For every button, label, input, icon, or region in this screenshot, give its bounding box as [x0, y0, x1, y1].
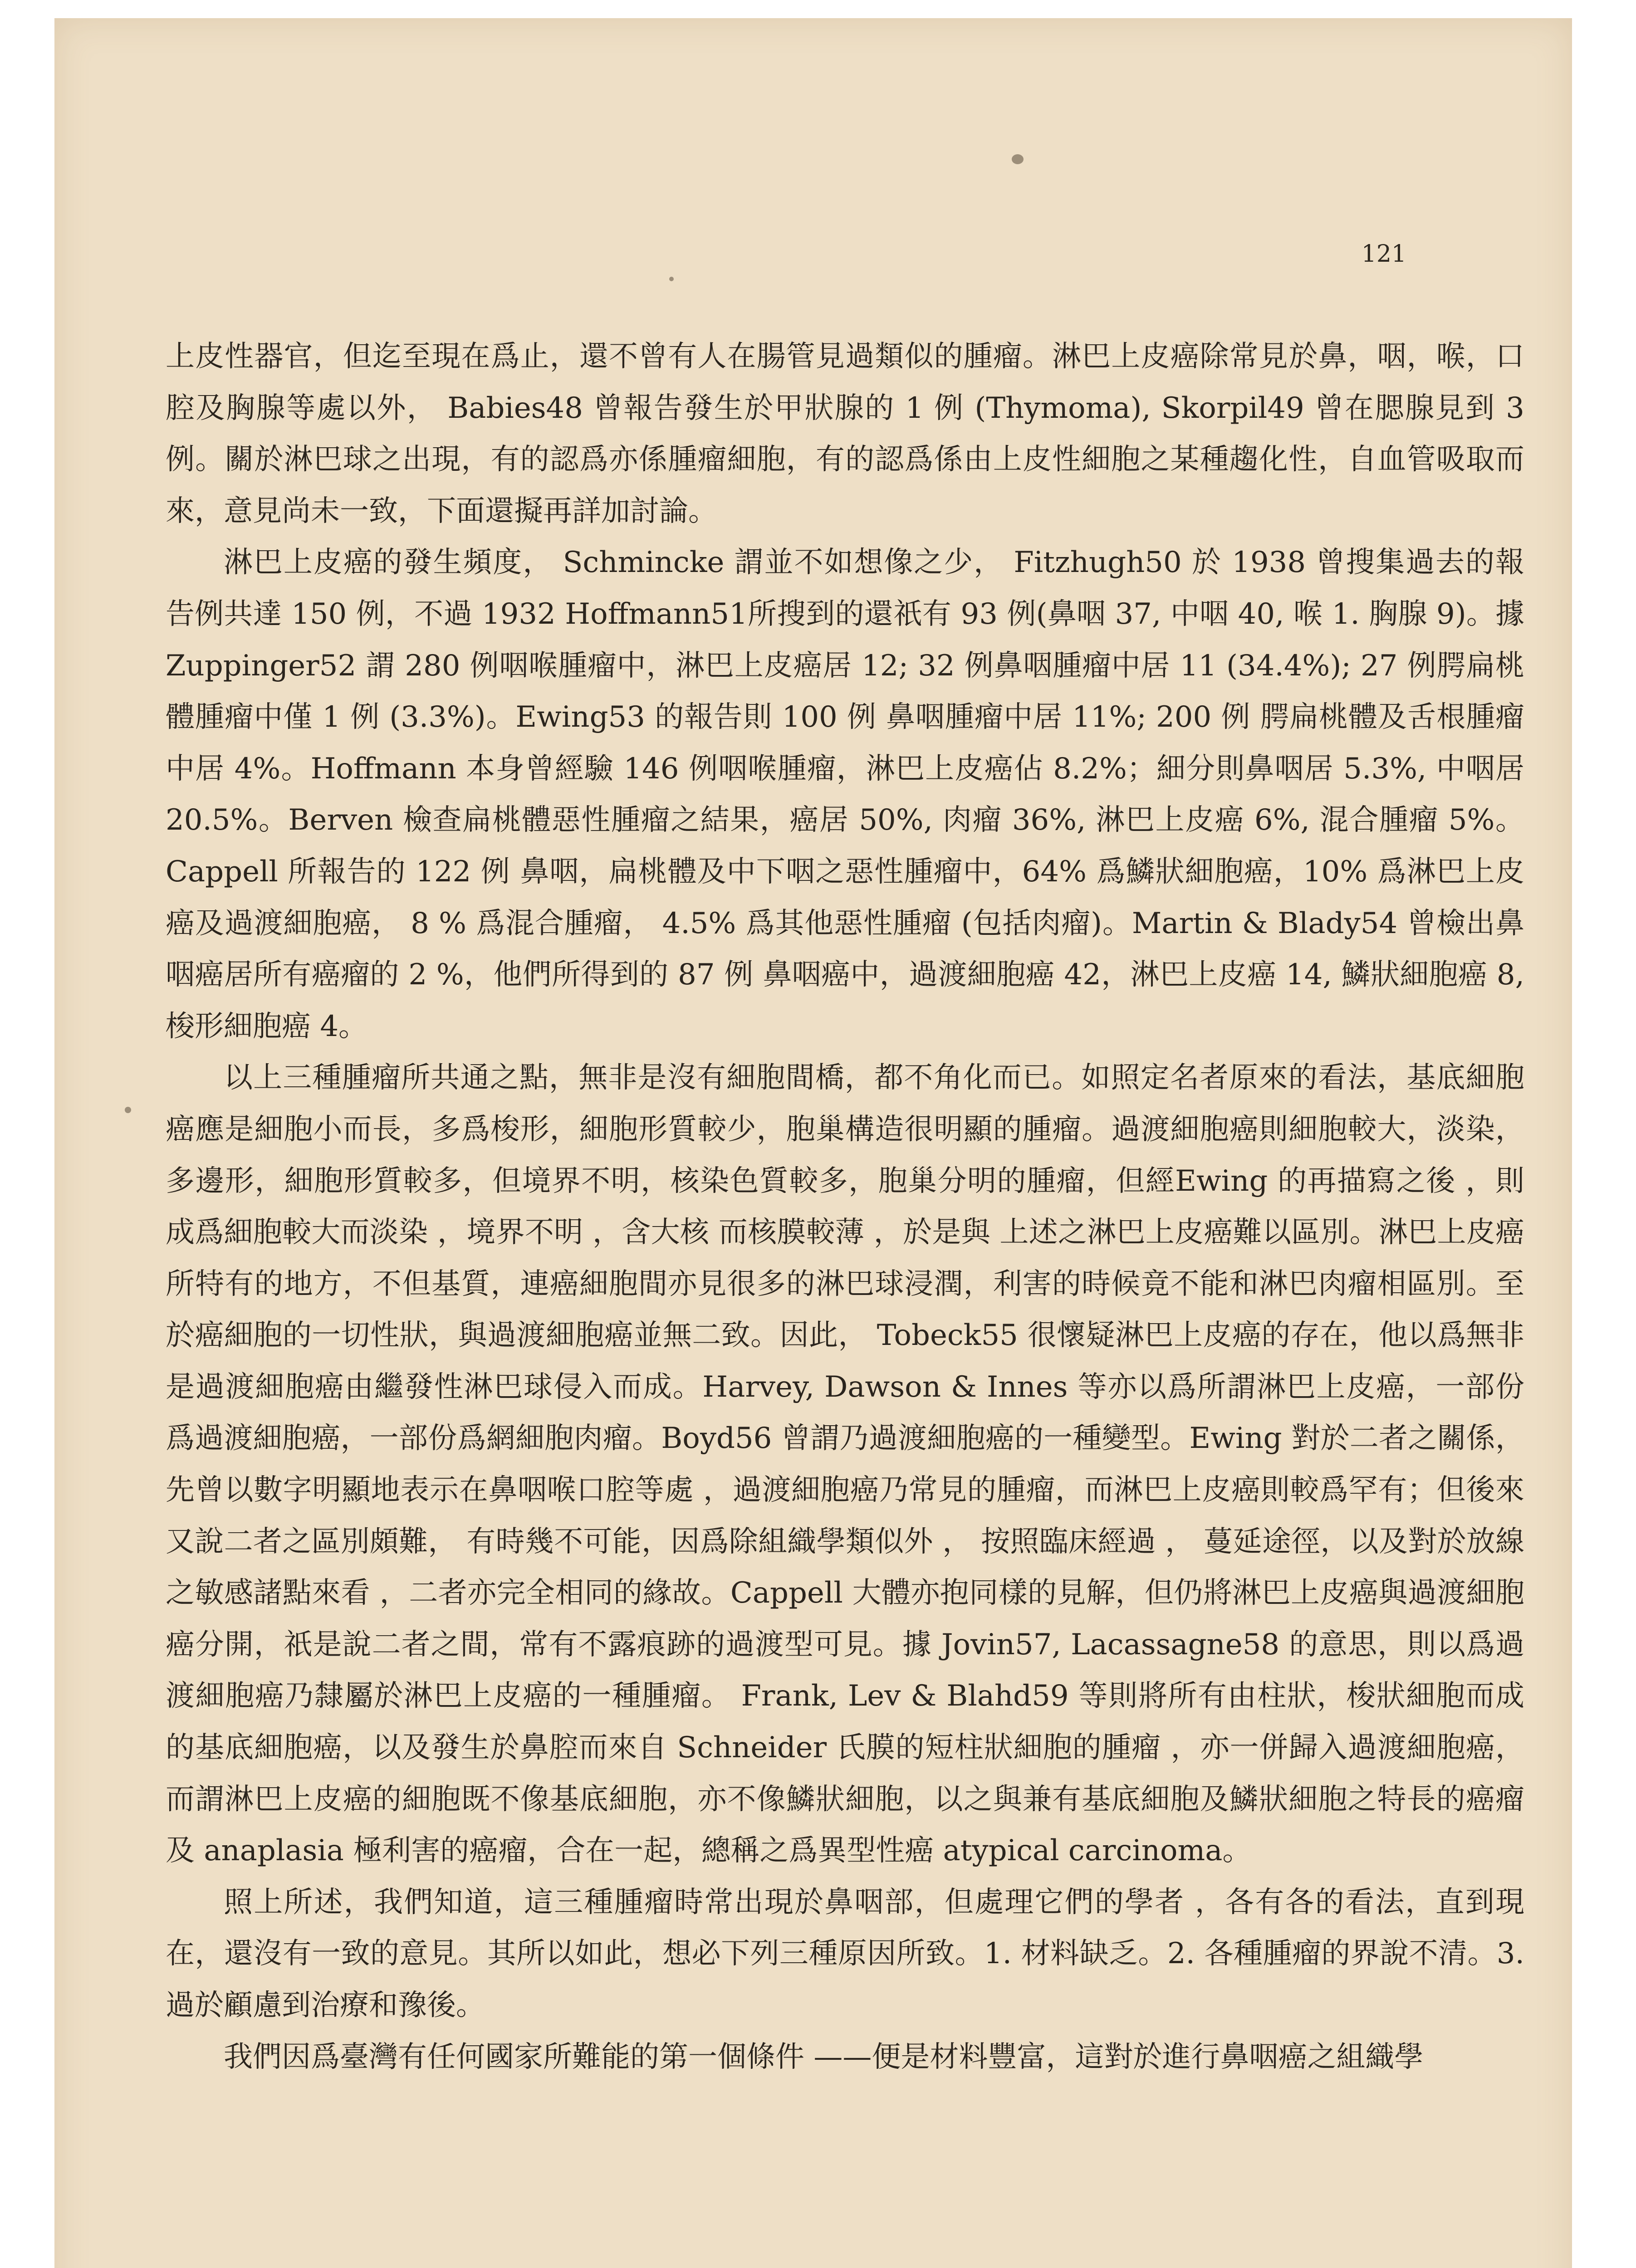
paragraph: 我們因爲臺灣有任何國家所難能的第一個條件 ——便是材料豐富，這對於進行鼻咽癌之組織學 — [224, 2040, 1424, 2074]
paragraph: 照上所述，我們知道，這三種腫瘤時常出現於鼻咽部，但處理它們的學者 ，各有各的看法，直到現在，還沒有一致的意見。其所以如此，想必下列三種原因所致。1. 材料缺乏。2. 各種腫瘤的界說不清。3. 過於顧慮到治療和豫後。 — [166, 1885, 1524, 2022]
scanned-page — [54, 18, 1572, 2268]
paragraph: 以上三種腫瘤所共通之點，無非是沒有細胞間橋，都不角化而已。如照定名者原來的看法，基底細胞癌應是細胞小而長，多爲梭形，細胞形質較少，胞巢構造很明顯的腫瘤。過渡細胞癌則細胞較大，淡染，多邊形，細胞形質較多，但境界不明，核染色質較多，胞巢分明的腫瘤，但經Ewing 的再描寫之後 ，則成爲細胞較大而淡染 ，境界不明 ，含大核 而核膜較薄 ，於是與 上述之淋巴上皮癌難以區別。淋巴上皮癌所特有的地方，不但基質，連癌細胞間亦見很多的淋巴球浸潤，利害的時候竟不能和淋巴肉瘤相區別。至於癌細胞的一切性狀，與過渡細胞癌並無二致。因此， Tobeck55 很懷疑淋巴上皮癌的存在，他以爲無非是過渡細胞癌由繼發性淋巴球侵入而成。Harvey, Dawson & Innes 等亦以爲所謂淋巴上皮癌，一部份爲過渡細胞癌，一部份爲網細胞肉瘤。Boyd56 曾謂乃過渡細胞癌的一種變型。Ewing 對於二者之關係，先曾以數字明顯地表示在鼻咽喉口腔等處 ，過渡細胞癌乃常見的腫瘤，而淋巴上皮癌則較爲罕有；但後來又說二者之區別頗難， 有時幾不可能，因爲除組織學類似外 ， 按照臨床經過 ， 蔓延途徑，以及對於放線之敏感諸點來看 ，二者亦完全相同的緣故。Cappell 大體亦抱同樣的見解，但仍將淋巴上皮癌與過渡細胞癌分開，祇是說二者之間，常有不露痕跡的過渡型可見。據 Jovin57, Lacassagne58 的意思，則以爲過渡細胞癌乃隸屬於淋巴上皮癌的一種腫瘤。 Frank, Lev & Blahd59 等則將所有由柱狀，梭狀細胞而成的基底細胞癌，以及發生於鼻腔而來自 Schneider 氏膜的短柱狀細胞的腫瘤 ，亦一併歸入過渡細胞癌，而謂淋巴上皮癌的細胞既不像基底細胞，亦不像鱗狀細胞，以之與兼有基底細胞及鱗狀細胞之特長的癌瘤及 anaplasia 極利害的癌瘤，合在一起，總稱之爲異型性癌 atypical carcinoma。 — [166, 1061, 1524, 1868]
paper-speck — [125, 1107, 131, 1113]
body-text — [166, 331, 1524, 2083]
paragraph: 淋巴上皮癌的發生頻度， Schmincke 謂並不如想像之少， Fitzhugh50 於 1938 曾搜集過去的報告例共達 150 例，不過 1932 Hoffmann51所搜到的還祇有 93 例(鼻咽 37, 中咽 40, 喉 1. 胸腺 9)。據 Zuppinger52 謂 280 例咽喉腫瘤中，淋巴上皮癌居 12; 32 例鼻咽腫瘤中居 11 (34.4%); 27 例腭扁桃體腫瘤中僅 1 例 (3.3%)。Ewing53 的報告則 100 例 鼻咽腫瘤中居 11%; 200 例 腭扁桃體及舌根腫瘤中居 4%。Hoffmann 本身曾經驗 146 例咽喉腫瘤，淋巴上皮癌佔 8.2%；細分則鼻咽居 5.3%, 中咽居 20.5%。Berven 檢查扁桃體惡性腫瘤之結果，癌居 50%, 肉瘤 36%, 淋巴上皮癌 6%, 混合腫瘤 5%。Cappell 所報告的 122 例 鼻咽，扁桃體及中下咽之惡性腫瘤中，64% 爲鱗狀細胞癌，10% 爲淋巴上皮癌及過渡細胞癌， 8 % 爲混合腫瘤， 4.5% 爲其他惡性腫瘤 (包括肉瘤)。Martin & Blady54 曾檢出鼻咽癌居所有癌瘤的 2 %，他們所得到的 87 例 鼻咽癌中，過渡細胞癌 42，淋巴上皮癌 14, 鱗狀細胞癌 8, 梭形細胞癌 4。 — [166, 546, 1524, 1043]
paper-speck — [669, 277, 674, 281]
paragraph: 上皮性器官，但迄至現在爲止，還不曾有人在腸管見過類似的腫瘤。淋巴上皮癌除常見於鼻，咽，喉，口腔及胸腺等處以外， Babies48 曾報告發生於甲狀腺的 1 例 (Thymoma), Skorpil49 曾在腮腺見到 3 例。關於淋巴球之出現，有的認爲亦係腫瘤細胞，有的認爲係由上皮性細胞之某種趨化性，自血管吸取而來，意見尚未一致，下面還擬再詳加討論。 — [166, 340, 1524, 528]
paper-speck — [1012, 154, 1024, 164]
page-number: 121 — [1361, 240, 1406, 268]
